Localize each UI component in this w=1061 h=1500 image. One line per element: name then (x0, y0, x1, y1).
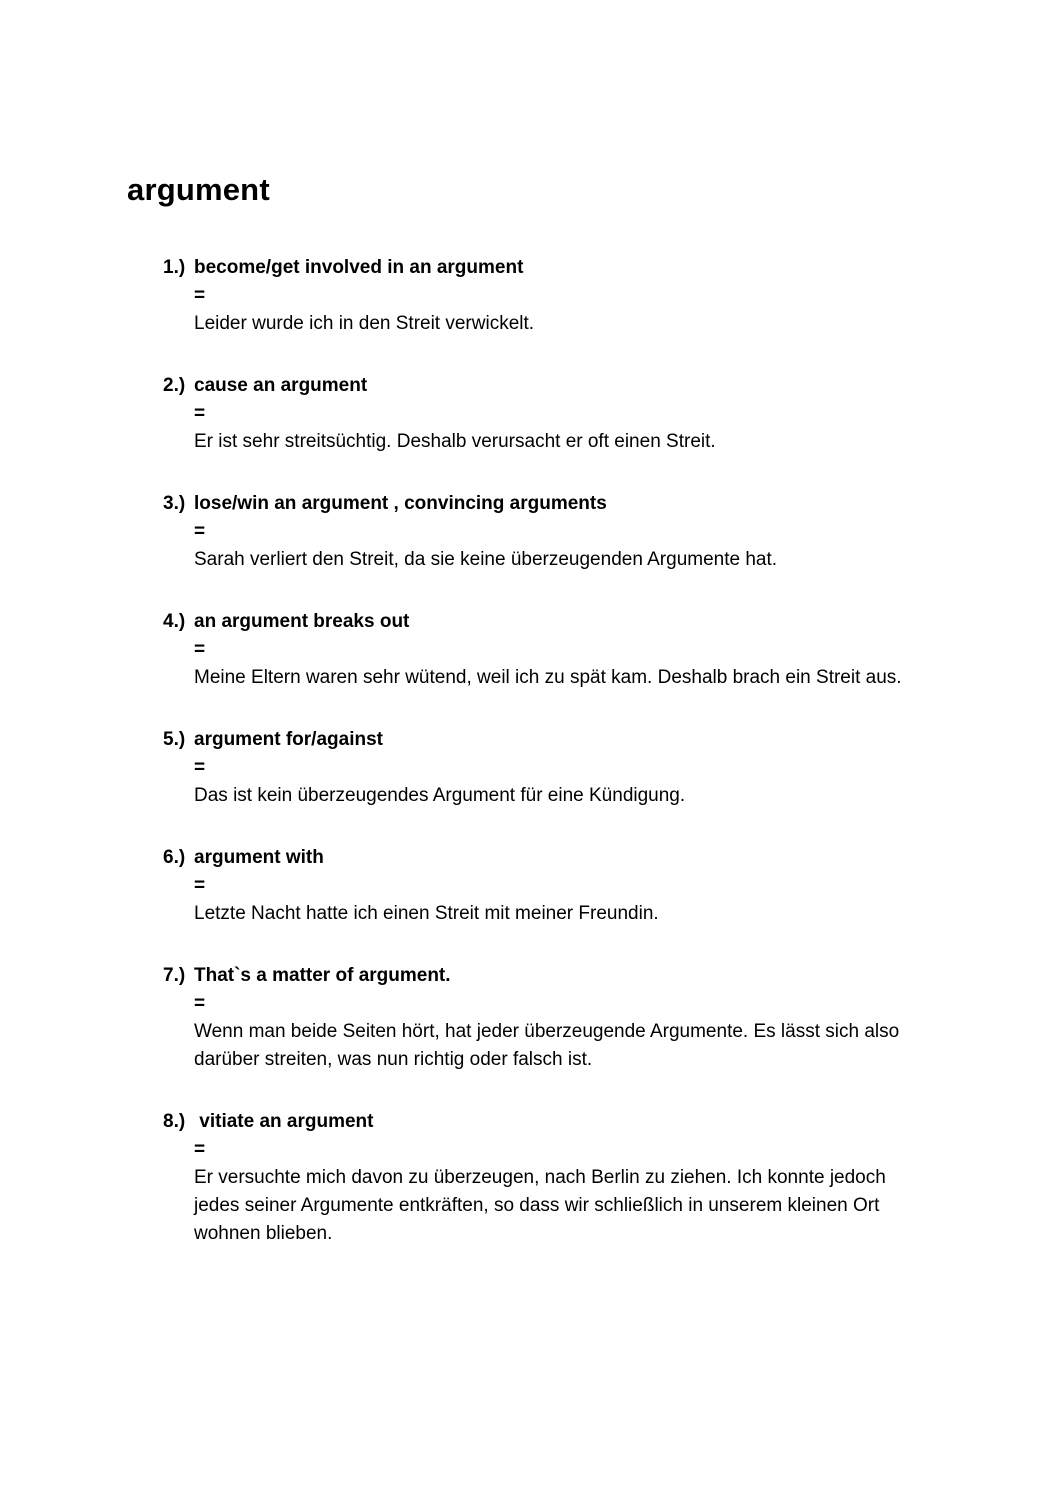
entry-headline (163, 254, 971, 282)
entry-phrase: argument for/against (194, 729, 383, 750)
entry-headline (163, 490, 971, 518)
entry-phrase: argument with (194, 847, 324, 868)
entry-translation: Das ist kein überzeugendes Argument für eine Kündigung. (194, 785, 686, 806)
entry-translation: Meine Eltern waren sehr wütend, weil ich zu spät kam. Deshalb brach ein Streit aus. (194, 667, 902, 688)
vocab-entry-7 (163, 962, 971, 1074)
entry-number: 3.) (163, 493, 186, 514)
entry-phrase: become/get involved in an argument (194, 257, 524, 278)
page-title: argument (127, 172, 270, 207)
equals-sign: = (194, 757, 206, 778)
entry-number: 8.) (163, 1111, 186, 1132)
equals-sign: = (194, 285, 206, 306)
equals-sign: = (194, 875, 206, 896)
vocab-entry-1 (163, 254, 971, 338)
entry-number: 6.) (163, 847, 186, 868)
entry-number: 5.) (163, 729, 186, 750)
entry-phrase: That`s a matter of argument. (194, 965, 451, 986)
equals-sign: = (194, 993, 206, 1014)
entry-phrase: vitiate an argument (194, 1111, 374, 1132)
entry-headline (163, 962, 971, 990)
entry-translation: Sarah verliert den Streit, da sie keine überzeugenden Argumente hat. (194, 549, 778, 570)
equals-sign: = (194, 403, 206, 424)
entry-translation: Er versuchte mich davon zu überzeugen, nach Berlin zu ziehen. Ich konnte jedoch jedes seiner Argumente entkräften, so dass wir schließlich in unserem kleinen Ort wohnen blieben. (194, 1167, 886, 1244)
equals-sign: = (194, 639, 206, 660)
entry-phrase: lose/win an argument , convincing arguments (194, 493, 607, 514)
vocab-entry-3 (163, 490, 971, 574)
entry-headline (163, 608, 971, 636)
vocab-entry-6 (163, 844, 971, 928)
entry-translation: Letzte Nacht hatte ich einen Streit mit meiner Freundin. (194, 903, 659, 924)
entry-headline (163, 1108, 971, 1136)
entry-translation: Er ist sehr streitsüchtig. Deshalb verursacht er oft einen Streit. (194, 431, 716, 452)
entry-phrase: an argument breaks out (194, 611, 410, 632)
entry-number: 1.) (163, 257, 186, 278)
entry-translation: Wenn man beide Seiten hört, hat jeder überzeugende Argumente. Es lässt sich also darüber streiten, was nun richtig oder falsch ist. (194, 1021, 900, 1070)
vocab-entry-2 (163, 372, 971, 456)
equals-sign: = (194, 521, 206, 542)
entry-headline (163, 844, 971, 872)
entry-number: 2.) (163, 375, 186, 396)
entry-headline (163, 372, 971, 400)
vocab-entry-4 (163, 608, 971, 692)
equals-sign: = (194, 1139, 206, 1160)
entry-number: 4.) (163, 611, 186, 632)
entry-number: 7.) (163, 965, 186, 986)
entry-phrase: cause an argument (194, 375, 368, 396)
entry-headline (163, 726, 971, 754)
vocab-entry-5 (163, 726, 971, 810)
vocab-entry-8 (163, 1108, 971, 1248)
entry-translation: Leider wurde ich in den Streit verwickelt. (194, 313, 535, 334)
entry-list (163, 254, 971, 1282)
